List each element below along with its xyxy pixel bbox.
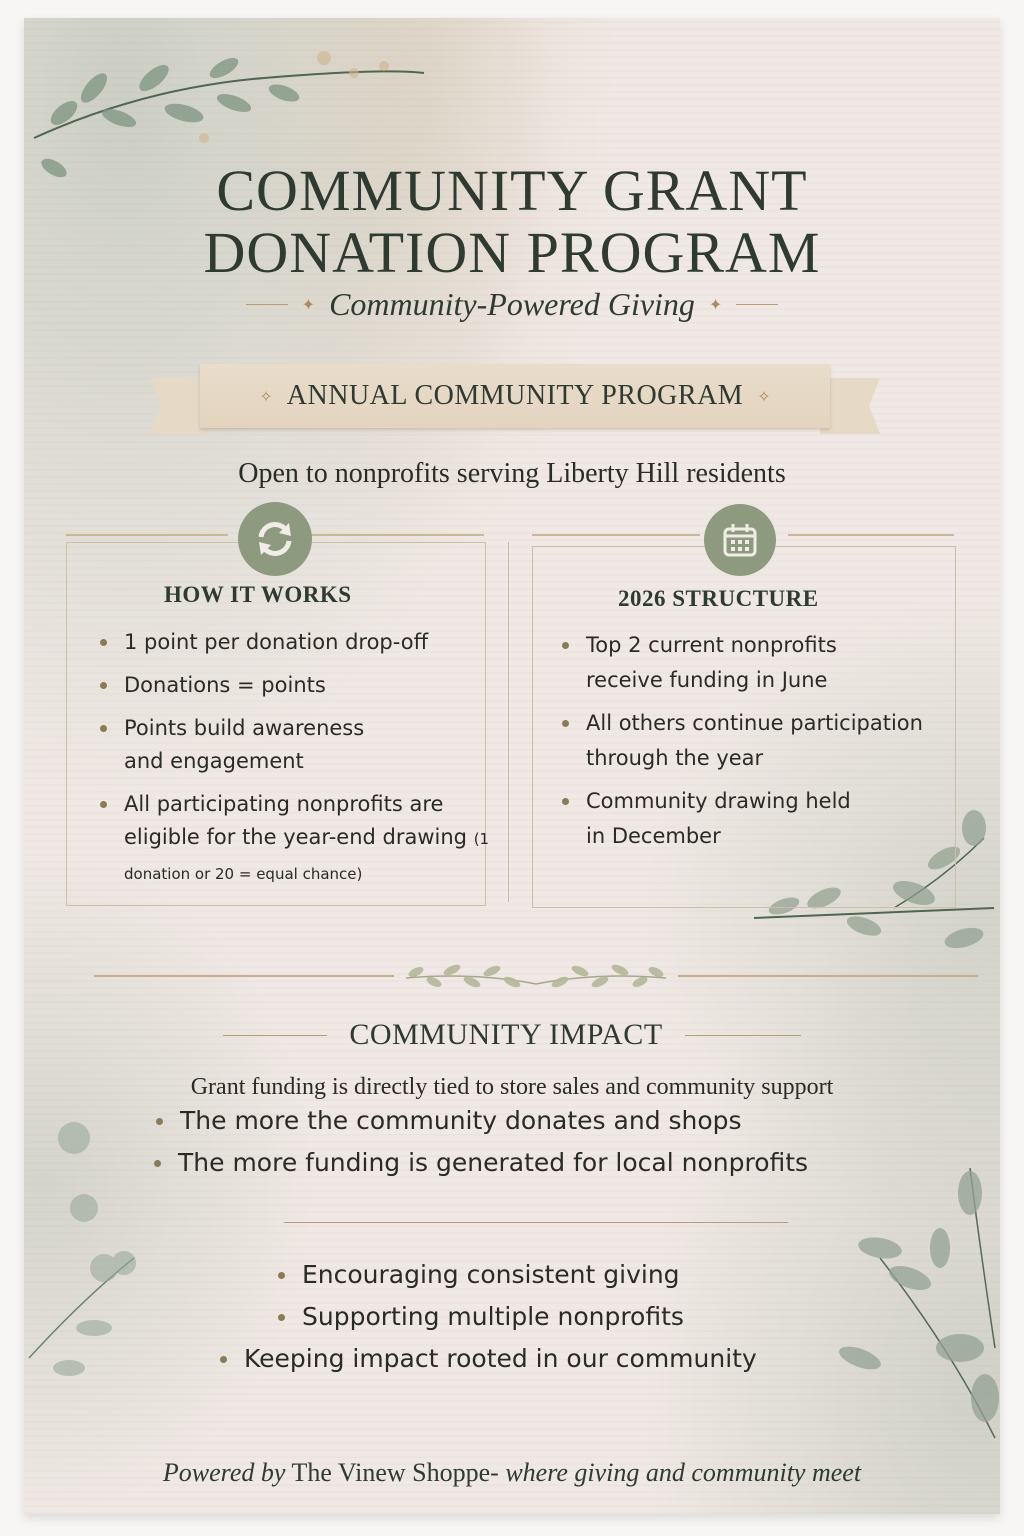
values-list	[220, 1254, 820, 1380]
impact-heading: COMMUNITY IMPACT	[349, 1018, 663, 1051]
list-item-text: Community drawing held in December	[586, 789, 851, 848]
list-item-text: All participating nonprofits are eligible for the year-end drawing	[124, 792, 468, 849]
flyer-page	[24, 18, 1000, 1514]
list-item-text: Encouraging consistent giving	[302, 1260, 680, 1289]
list-item-text: Top 2 current nonprofits receive funding in June	[586, 633, 837, 692]
footer-suffix: - where giving and community meet	[490, 1458, 862, 1487]
footer-brand: The Vinew Shoppe	[291, 1458, 491, 1487]
list-item-text: The more funding is generated for local nonprofits	[178, 1148, 809, 1177]
refresh-arrows-icon	[238, 502, 312, 576]
list-item-text: Supporting multiple nonprofits	[302, 1302, 684, 1331]
list-item	[100, 712, 384, 778]
column-divider	[508, 542, 509, 902]
drawing-note: (1 donation or 20 = equal chance)	[124, 830, 490, 883]
panel-rule	[294, 534, 484, 536]
subtitle-rule-right	[736, 304, 778, 305]
sparkle-icon: ✧	[757, 386, 771, 406]
impact-heading-row	[24, 1018, 1000, 1052]
panel-rule	[788, 534, 954, 536]
list-item-text: Keeping impact rooted in our community	[244, 1344, 757, 1373]
list-item	[220, 1338, 820, 1380]
subtitle: Community-Powered Giving	[329, 286, 695, 322]
impact-rule-right	[685, 1035, 801, 1036]
list-item-text: Donations = points	[124, 673, 326, 697]
list-item-text: 1 point per donation drop-off	[124, 630, 429, 654]
title-line-1: COMMUNITY GRANT	[216, 158, 808, 223]
impact-lead: Grant funding is directly tied to store sales and community support	[190, 1074, 834, 1100]
structure-list	[562, 628, 962, 862]
leaf-divider	[94, 962, 978, 992]
list-item	[278, 1296, 820, 1338]
footer-prefix: Powered by	[162, 1458, 286, 1487]
sparkle-icon: ✦	[301, 295, 316, 314]
eligibility-text: Open to nonprofits serving Liberty Hill residents	[238, 458, 786, 489]
impact-list	[154, 1100, 854, 1184]
sparkle-icon: ✧	[259, 386, 273, 406]
subtitle-rule-left	[246, 304, 288, 305]
list-item	[100, 788, 494, 891]
list-item	[100, 669, 520, 702]
list-item-text: All others continue participation through the year	[586, 711, 923, 770]
list-item	[100, 626, 520, 659]
ribbon-banner	[150, 364, 880, 436]
panel-rule	[66, 534, 228, 536]
list-item-text: The more the community donates and shops	[180, 1106, 742, 1135]
subtitle-row	[24, 286, 1000, 323]
foliage-left-bottom	[24, 1098, 164, 1398]
banner-label: ANNUAL COMMUNITY PROGRAM	[286, 380, 744, 411]
how-it-works-heading: HOW IT WORKS	[164, 582, 352, 607]
impact-rule-left	[223, 1035, 327, 1036]
list-item	[562, 784, 876, 854]
list-item	[156, 1100, 854, 1142]
foliage-right-bottom	[820, 1148, 1000, 1448]
section-rule	[284, 1222, 788, 1223]
panel-rule	[532, 534, 700, 536]
page-title	[24, 160, 1000, 284]
footer-tagline	[24, 1458, 1000, 1488]
list-item-text: Points build awareness and engagement	[124, 716, 365, 773]
list-item	[154, 1142, 854, 1184]
list-item	[562, 628, 876, 698]
calendar-icon	[704, 504, 776, 576]
list-item	[562, 706, 966, 776]
title-line-2: DONATION PROGRAM	[203, 220, 821, 285]
how-it-works-list	[100, 626, 520, 901]
sparkle-icon: ✦	[708, 295, 723, 314]
list-item	[278, 1254, 820, 1296]
structure-heading: 2026 STRUCTURE	[618, 586, 819, 611]
